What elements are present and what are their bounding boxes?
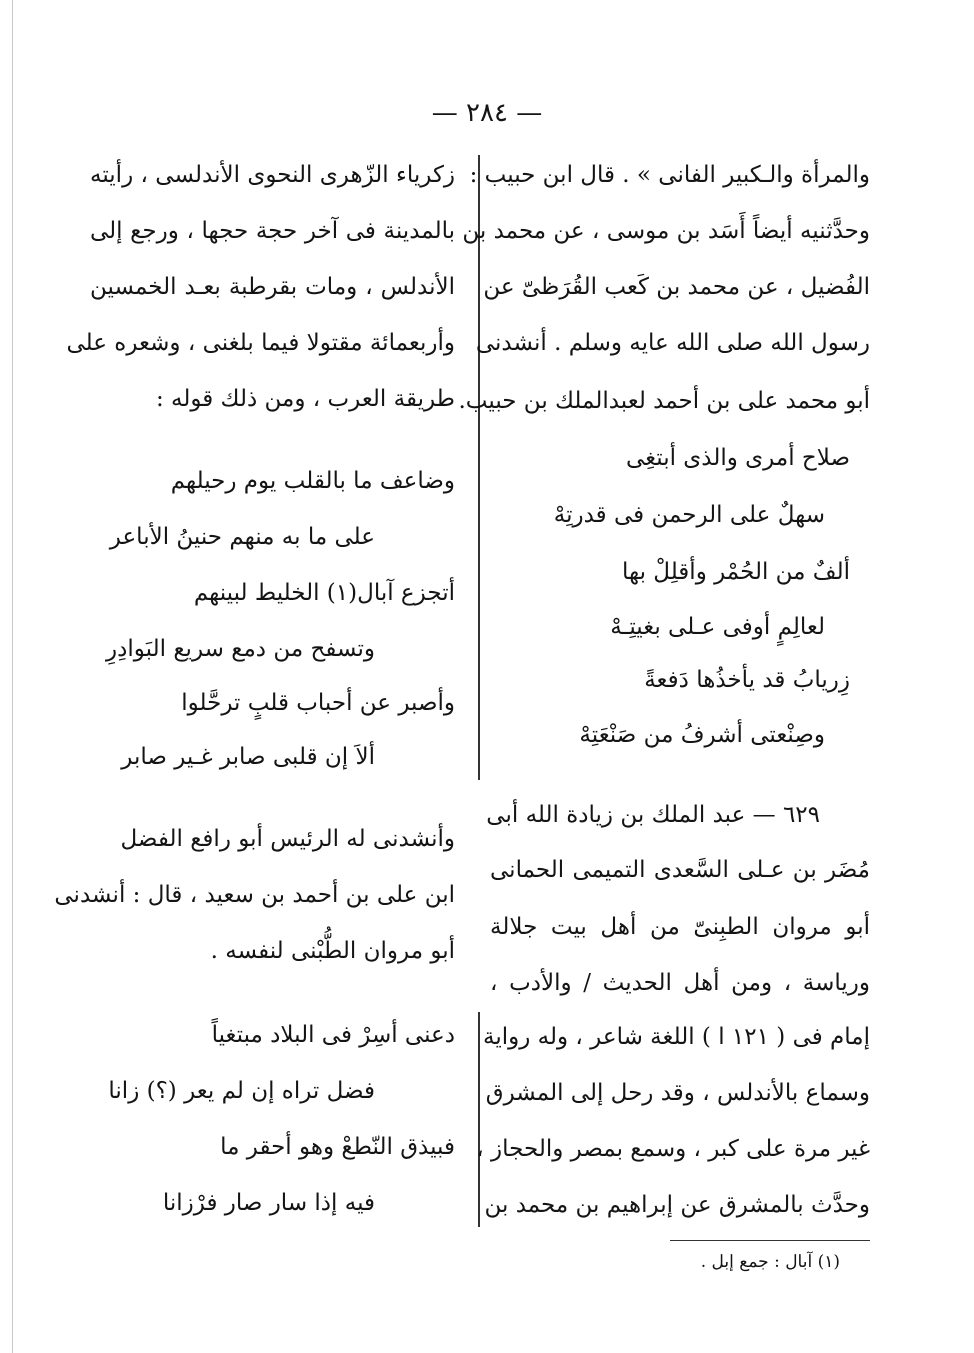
verse-line: ألفٌ من الحُمْر وأقلِلْ بها — [621, 559, 850, 585]
verse-line: زِريابُ قد يأخذُها دَفعةً — [644, 667, 850, 693]
verse-line: صلاح أمرى والذى أبتغِى — [625, 445, 850, 471]
verse-line: على ما به منهم حنينُ الأباعر — [109, 524, 375, 550]
verse-line: وصِنْعتى أشرفُ من صَنْعَتِهْ — [579, 722, 825, 748]
entry-heading: ٦٢٩ — عبد الملك بن زيادة الله أبى — [486, 802, 820, 828]
verse-line: أتجزع آبال(١) الخليط لبينهم — [193, 580, 455, 606]
column-divider — [478, 155, 480, 780]
page-number: — ٢٨٤ — — [431, 98, 543, 128]
text-line: بالمدينة فى آخر حجة حجها ، ورجع إلى — [90, 218, 455, 244]
text-line: ورياسة ، ومن أهل الحديث / والأدب ، — [490, 970, 870, 996]
text-line: أبو مروان الطُّبْنى لنفسه . — [210, 938, 455, 964]
footnote: (١) آبال : جمع إبل . — [700, 1252, 840, 1272]
text-line: الفُضيل ، عن محمد بن كَعب القُرَظىّ عن — [483, 274, 870, 300]
text-line: الأندلس ، ومات بقرطبة بعـد الخمسين — [90, 274, 455, 300]
verse-line: دعنى أسِرْ فى البلاد مبتغياً — [211, 1022, 455, 1048]
verse-line: وضاعف ما بالقلب يوم رحيلهم — [170, 468, 455, 494]
verse-line: وأصبر عن أحباب قلبٍ ترحَّلوا — [181, 690, 455, 716]
text-line: أبو مروان الطبِنىّ من أهل بيت جلالة — [490, 914, 870, 940]
text-line: وحدَّثنيه أيضاً أَسَد بن موسى ، عن محمد بن — [462, 218, 870, 244]
column-divider — [478, 1012, 480, 1227]
verse-line: ألاَ إن قلبى صابر غـير صابر — [121, 744, 375, 770]
scan-edge — [0, 0, 13, 1353]
verse-line: سهلٌ على الرحمن فى قدرتِهْ — [553, 502, 825, 528]
text-line: وأنشدنى له الرئيس أبو رافع الفضل — [120, 826, 455, 852]
verse-line: لعالِمٍ أوفى عـلى بغيتِـهْ — [610, 614, 825, 640]
verse-line: فبيذق النّطعْ وهو أحقر ما — [220, 1134, 455, 1160]
verse-line: فيه إذا سار صار فرْزانا — [162, 1190, 375, 1216]
text-line: أبو محمد على بن أحمد لعبدالملك بن حبيب. — [458, 388, 870, 414]
text-line: إمام فى ( ١٢١ ا ) اللغة شاعر ، وله رواية — [483, 1024, 870, 1050]
text-line: طريقة العرب ، ومن ذلك قوله : — [155, 386, 455, 412]
text-line: زكرياء الزّهرى النحوى الأندلسى ، رأيته — [90, 162, 455, 188]
text-line: وأربعمائة مقتولا فيما بلغنى ، وشعره على — [66, 330, 455, 356]
verse-line: فضل تراه إن لم يعر (؟) زانا — [108, 1078, 375, 1104]
footnote-rule — [670, 1240, 870, 1241]
text-line: غير مرة على كبر ، وسمع بمصر والحجاز ، — [476, 1136, 870, 1162]
text-line: مُضَر بن عـلى السَّعدى التميمى الحمانى — [490, 857, 870, 883]
text-line: وحدَّث بالمشرق عن إبراهيم بن محمد بن — [484, 1192, 870, 1218]
verse-line: وتسفح من دمع سريع البَوادِرِ — [106, 636, 375, 662]
text-line: وسماع بالأندلس ، وقد رحل إلى المشرق — [485, 1080, 870, 1106]
text-line: والمرأة والـكبير الفانى » . قال ابن حبيب : — [469, 162, 870, 188]
text-line: ابن على بن أحمد بن سعيد ، قال : أنشدنى — [54, 882, 455, 908]
text-line: رسول الله صلى الله عايه وسلم . أنشدنى — [475, 330, 870, 356]
